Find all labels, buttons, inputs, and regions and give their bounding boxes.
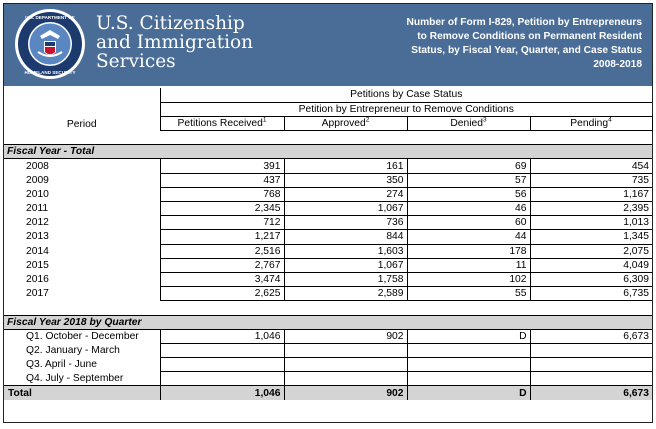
total-label: Total — [4, 386, 160, 400]
received-cell — [160, 343, 284, 357]
petitions-table — [4, 88, 653, 400]
approved-cell: 1,067 — [284, 258, 407, 272]
denied-cell — [407, 358, 530, 372]
approved-cell — [284, 343, 407, 357]
denied-cell: 178 — [407, 244, 530, 258]
period-cell: 2009 — [26, 174, 49, 186]
column-header-denied: Denied$^3$ — [407, 116, 530, 130]
agency-name-line: U.S. Citizenship — [96, 13, 245, 34]
period-cell: 2017 — [26, 288, 49, 300]
pending-cell: 1,345 — [530, 230, 652, 244]
period-cell: Q2. January - March — [26, 344, 120, 356]
total-received: 1,046 — [160, 386, 284, 400]
agency-name-line: Services — [96, 51, 176, 72]
approved-cell: 2,589 — [284, 287, 407, 301]
denied-cell: 60 — [407, 216, 530, 230]
period-cell: Q1. October - December — [26, 331, 139, 343]
received-cell: 437 — [160, 173, 284, 187]
denied-cell: 44 — [407, 230, 530, 244]
approved-cell: 1,758 — [284, 272, 407, 286]
report-banner — [4, 4, 652, 86]
period-cell: 2013 — [26, 231, 49, 243]
denied-cell: 55 — [407, 287, 530, 301]
total-denied: D — [407, 386, 530, 400]
received-cell: 391 — [160, 159, 284, 173]
approved-cell: 1,067 — [284, 202, 407, 216]
denied-cell: D — [407, 329, 530, 343]
denied-cell — [407, 343, 530, 357]
denied-cell — [407, 372, 530, 386]
received-cell: 1,046 — [160, 329, 284, 343]
sub-header: Petition by Entrepreneur to Remove Conditions — [160, 102, 652, 116]
received-cell: 2,625 — [160, 287, 284, 301]
period-cell: 2015 — [26, 259, 49, 271]
approved-cell: 161 — [284, 159, 407, 173]
table-row — [4, 159, 652, 173]
pending-cell: 2,075 — [530, 244, 652, 258]
report-title-line: to Remove Conditions on Permanent Resident — [417, 31, 642, 42]
report-page — [3, 3, 653, 423]
pending-cell — [530, 343, 652, 357]
received-cell: 3,474 — [160, 272, 284, 286]
section-fiscal-year: Fiscal Year - Total — [4, 145, 652, 159]
period-cell: Q3. April - June — [26, 359, 97, 371]
column-header-pending: Pending$^4$ — [530, 116, 652, 130]
column-header-approved: Approved$^2$ — [284, 116, 407, 130]
denied-cell: 102 — [407, 272, 530, 286]
denied-cell: 46 — [407, 202, 530, 216]
denied-cell: 69 — [407, 159, 530, 173]
table-row — [4, 216, 652, 230]
total-row — [4, 386, 652, 400]
pending-cell: 4,049 — [530, 258, 652, 272]
report-title-years: 2008-2018 — [593, 59, 642, 70]
approved-cell: 350 — [284, 173, 407, 187]
denied-cell: 11 — [407, 258, 530, 272]
column-header-received: Petitions Received$^1$ — [160, 116, 284, 130]
table-row — [4, 287, 652, 301]
denied-cell: 56 — [407, 187, 530, 201]
denied-cell: 57 — [407, 173, 530, 187]
approved-cell: 736 — [284, 216, 407, 230]
group-header: Petitions by Case Status — [160, 88, 652, 102]
agency-name-line: and Immigration — [96, 32, 254, 53]
agency-name — [96, 14, 253, 71]
received-cell — [160, 358, 284, 372]
period-cell: 2008 — [26, 160, 49, 172]
approved-cell: 1,603 — [284, 244, 407, 258]
table-row — [4, 230, 652, 244]
pending-cell: 2,395 — [530, 202, 652, 216]
table-row — [4, 244, 652, 258]
table-row — [4, 202, 652, 216]
pending-cell: 6,735 — [530, 287, 652, 301]
approved-cell: 844 — [284, 230, 407, 244]
table-row — [4, 187, 652, 201]
pending-cell — [530, 358, 652, 372]
dhs-seal-icon — [14, 8, 86, 80]
pending-cell: 735 — [530, 173, 652, 187]
seal-text-bottom: HOMELAND SECURITY — [24, 70, 76, 75]
table-row — [4, 258, 652, 272]
pending-cell: 1,013 — [530, 216, 652, 230]
seal-text-top: U.S. DEPARTMENT OF — [25, 15, 75, 20]
received-cell: 1,217 — [160, 230, 284, 244]
report-title-line: Status, by Fiscal Year, Quarter, and Case Status — [411, 45, 642, 56]
approved-cell — [284, 372, 407, 386]
received-cell: 2,516 — [160, 244, 284, 258]
table-row — [4, 329, 652, 343]
total-pending: 6,673 — [530, 386, 652, 400]
column-header-period: Period — [66, 118, 97, 130]
table-row — [4, 272, 652, 286]
quarter-rows — [4, 329, 652, 386]
total-approved: 902 — [284, 386, 407, 400]
period-cell: 2016 — [26, 274, 49, 286]
pending-cell: 6,673 — [530, 329, 652, 343]
section-quarter: Fiscal Year 2018 by Quarter — [4, 315, 652, 329]
table-row — [4, 372, 652, 386]
received-cell — [160, 372, 284, 386]
table-row — [4, 343, 652, 357]
period-cell: 2014 — [26, 245, 49, 257]
approved-cell: 902 — [284, 329, 407, 343]
approved-cell — [284, 358, 407, 372]
received-cell: 768 — [160, 187, 284, 201]
pending-cell — [530, 372, 652, 386]
report-title-line: Number of Form I-829, Petition by Entrepreneurs — [406, 17, 642, 28]
report-title — [392, 16, 642, 72]
pending-cell: 1,167 — [530, 187, 652, 201]
received-cell: 2,345 — [160, 202, 284, 216]
received-cell: 712 — [160, 216, 284, 230]
period-cell: Q4. July - September — [26, 373, 124, 385]
pending-cell: 6,309 — [530, 272, 652, 286]
period-cell: 2011 — [26, 203, 49, 215]
period-cell: 2010 — [26, 188, 49, 200]
pending-cell: 454 — [530, 159, 652, 173]
table-row — [4, 358, 652, 372]
period-cell: 2012 — [26, 217, 49, 229]
fiscal-year-rows — [4, 159, 652, 301]
table-row — [4, 173, 652, 187]
approved-cell: 274 — [284, 187, 407, 201]
received-cell: 2,767 — [160, 258, 284, 272]
